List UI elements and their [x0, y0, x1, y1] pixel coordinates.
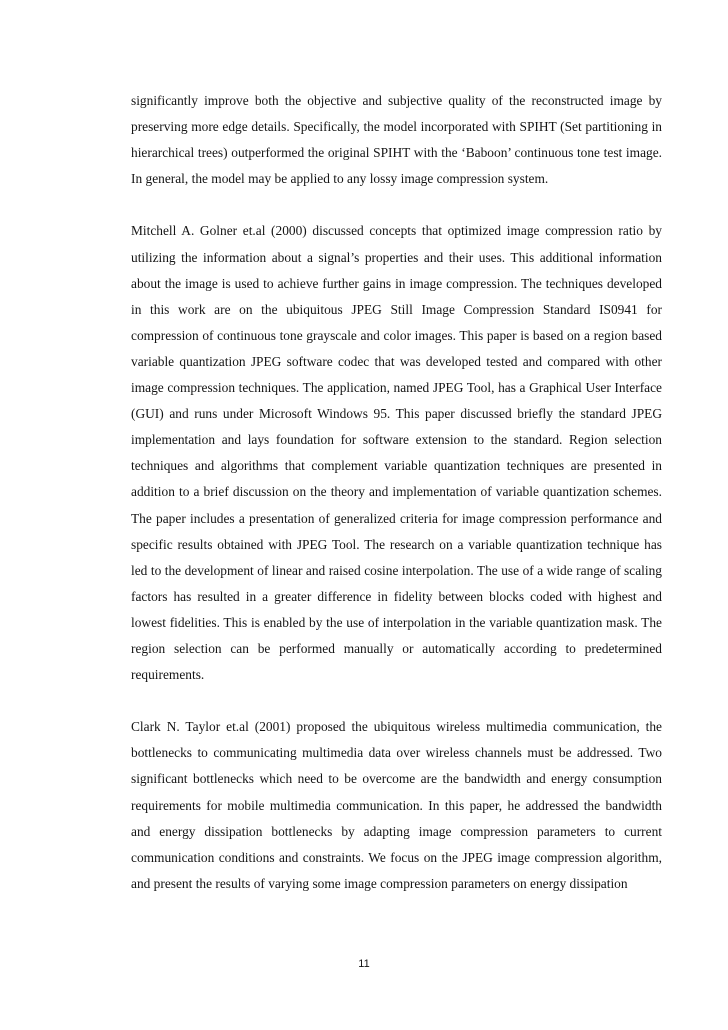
body-text — [131, 88, 662, 897]
paragraph-taylor-2001: Clark N. Taylor et.al (2001) proposed the ubiquitous wireless multimedia communication, the bottlenecks to communicating multimedia data over wireless channels must be addressed. Two significant bottlenecks which need to be overcome are the bandwidth and energy consumption requirements for mobile multimedia communication. In this paper, he addressed the bandwidth and energy dissipation bottlenecks by adapting image compression parameters to current communication conditions and constraints. We focus on the JPEG image compression algorithm, and present the results of varying some image compression parameters on energy dissipation — [131, 719, 662, 891]
page-number: 11 — [358, 958, 370, 970]
paragraph-model-spiht: significantly improve both the objective and subjective quality of the reconstructed image by preserving more edge details. Specifically, the model incorporated with SPIHT (Set partitioning in hierarchical trees) outperformed the original SPIHT with the ‘Baboon’ continuous tone test image. In general, the model may be applied to any lossy image compression system. — [131, 93, 662, 187]
paragraph-golner-2000: Mitchell A. Golner et.al (2000) discussed concepts that optimized image compression ratio by utilizing the information about a signal’s properties and their uses. This additional information about the image is used to achieve further gains in image compression. The techniques developed in this work are on the ubiquitous JPEG Still Image Compression Standard IS0941 for compression of continuous tone grayscale and color images. This paper is based on a region based variable quantization JPEG software codec that was developed tested and compared with other image compression techniques. The application, named JPEG Tool, has a Graphical User Interface (GUI) and runs under Microsoft Windows 95. This paper discussed briefly the standard JPEG implementation and lays foundation for software extension to the standard. Region selection techniques and algorithms that complement variable quantization techniques are presented in addition to a brief discussion on the theory and implementation of variable quantization schemes. The paper includes a presentation of generalized criteria for image compression performance and specific results obtained with JPEG Tool. The research on a variable quantization technique has led to the development of linear and raised cosine interpolation. The use of a wide range of scaling factors has resulted in a greater difference in fidelity between blocks coded with highest and lowest fidelities. This is enabled by the use of interpolation in the variable quantization mask. The region selection can be performed manually or automatically according to predetermined requirements. — [131, 223, 662, 683]
